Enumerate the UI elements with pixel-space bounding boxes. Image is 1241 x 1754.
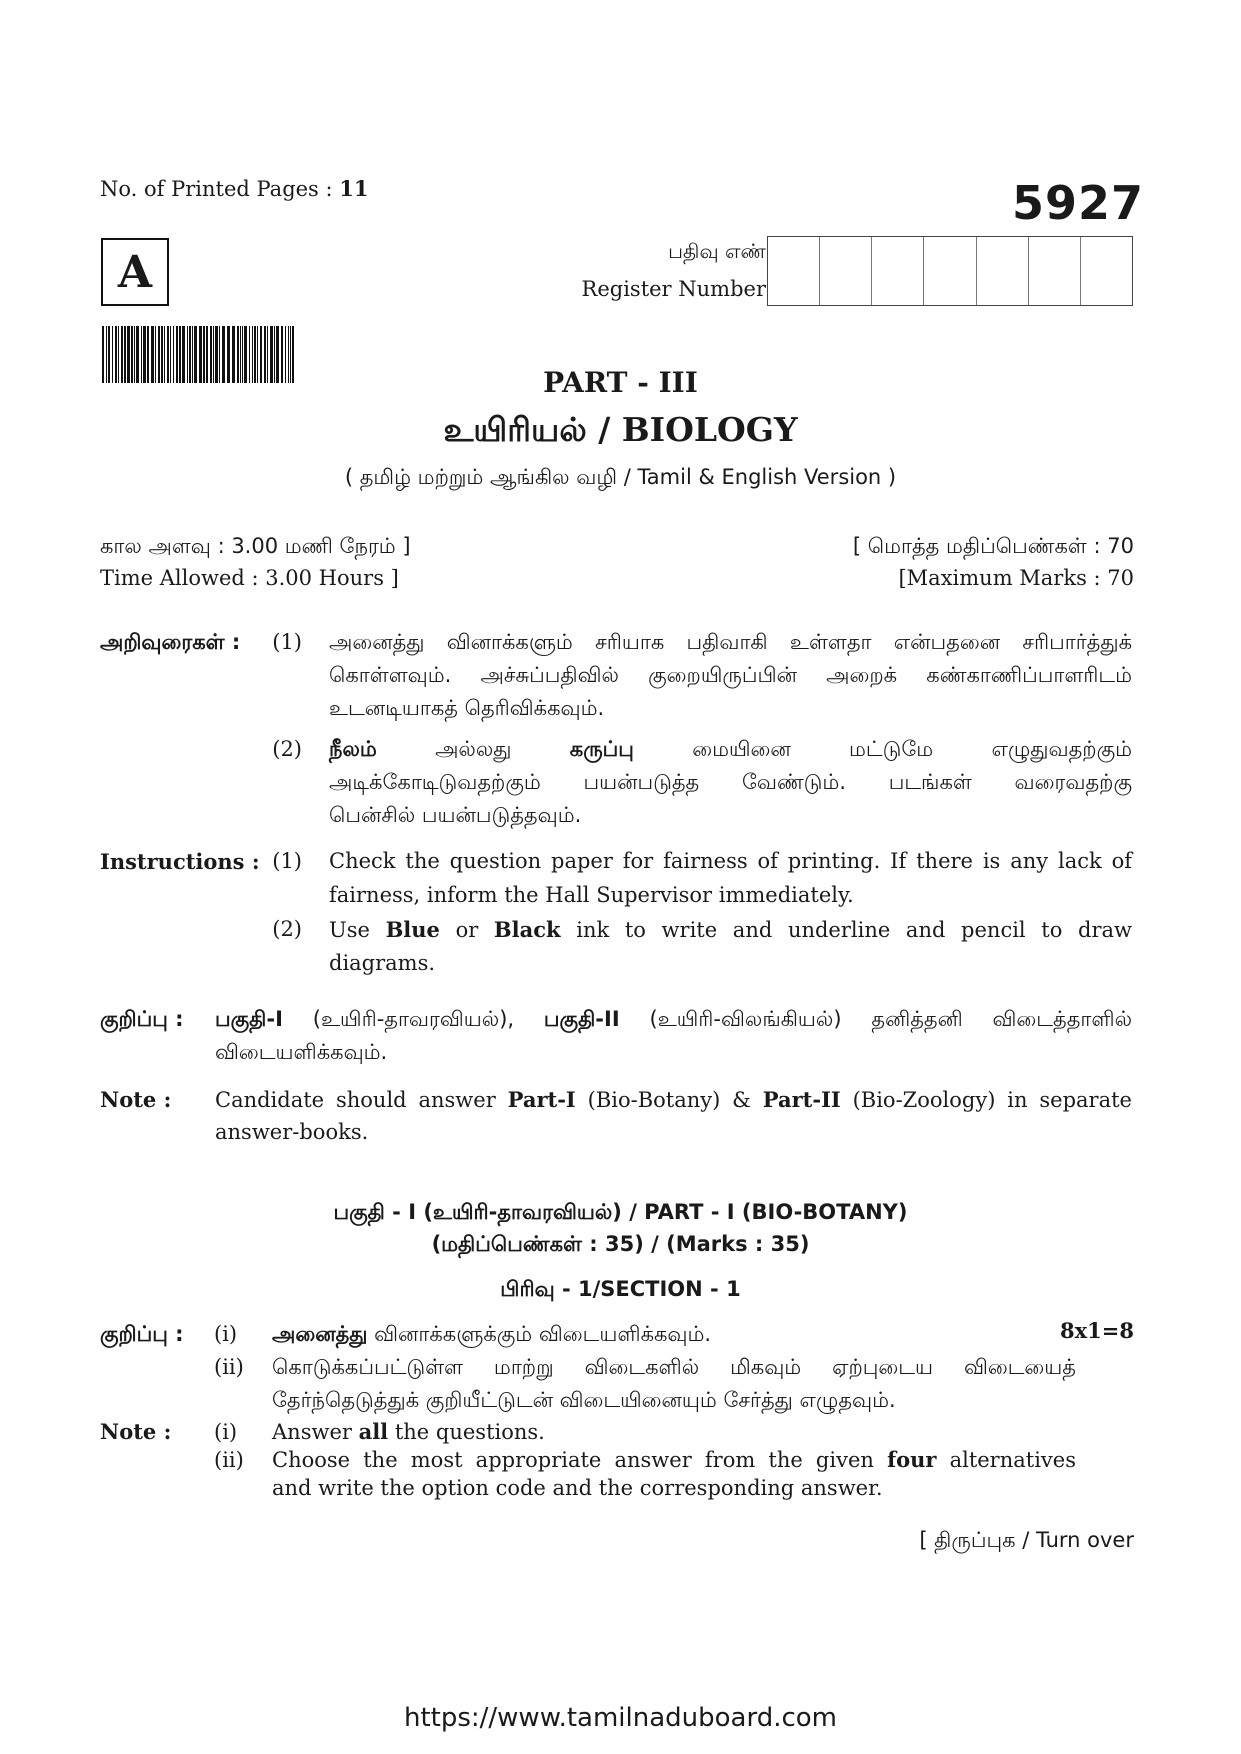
section-note-text [272,1446,1076,1474]
instruction-text: பென்சில் பயன்படுத்தவும். [329,803,582,827]
register-number-boxes[interactable] [767,236,1133,306]
note-fragment: பகுதி- [215,1007,276,1031]
note-fragment: (Bio-Zoology) in separate [840,1088,1132,1112]
note-fragment: (உயிரி-தாவரவியல்), [282,1007,544,1031]
register-digit-box[interactable] [977,237,1029,305]
section-marks-calculation: 8x1=8 [1060,1318,1134,1343]
instruction-number: (1) [272,849,302,873]
printed-pages-value: 11 [339,176,369,201]
note-fragment: II [604,1007,620,1031]
register-digit-box[interactable] [924,237,976,305]
website-url[interactable]: https://www.tamilnaduboard.com [403,1703,838,1733]
note-fragment: (Bio-Botany) & [575,1088,763,1112]
section-note-text: and write the option code and the corresponding answer. [272,1476,883,1500]
register-digit-box[interactable] [1081,237,1132,305]
subject-title [0,410,1241,454]
instruction-fragment: or [439,918,494,942]
section-note-tamil-label: குறிப்பு : [100,1322,184,1346]
register-digit-box[interactable] [1029,237,1081,305]
instruction-text: diagrams. [329,951,436,975]
part-title: PART - III [543,366,698,399]
section-marks-heading: (மதிப்பெண்கள் : 35) / (Marks : 35) [431,1232,810,1256]
instruction-text [329,733,1132,766]
instruction-text: அடிக்கோடிடுவதற்கும் பயன்படுத்த வேண்டும். படங்கள் வரைவதற்கு [329,770,1132,794]
maximum-marks-english: [Maximum Marks : 70 [898,566,1134,590]
note-fragment: பகுதி- [543,1007,605,1031]
instruction-fragment: மையினை மட்டுமே எழுதுவதற்கும் [633,737,1133,761]
subject-title-tamil: உயிரியல் / [443,410,622,449]
note-tamil-text: விடையளிக்கவும். [215,1040,388,1064]
black-word: கருப்பு [569,737,634,761]
time-allowed-english: Time Allowed : 3.00 Hours ] [100,566,399,590]
note-english-label: Note : [100,1087,172,1112]
note-fragment: Candidate should answer [215,1088,508,1112]
note-english-text [215,1083,1132,1117]
section-note-text: தேர்ந்தெடுத்துக் குறியீட்டுடன் விடையினையும் சேர்த்து எழுதவும். [272,1388,896,1412]
instruction-text: கொள்ளவும். அச்சுப்பதிவில் குறையிருப்பின் அறைக் கண்காணிப்பாளரிடம் [329,663,1132,687]
section-note-text [272,1418,545,1446]
instruction-fragment: ink to write and underline and pencil to draw [560,918,1132,942]
instruction-text [329,913,1132,947]
instruction-text: அனைத்து வினாக்களும் சரியாக பதிவாகி உள்ளதா என்பதனை சரிபார்த்துக் [329,630,1132,654]
instructions-tamil-label: அறிவுரைகள் : [100,630,241,654]
blue-word: Blue [385,917,440,942]
instruction-number: (2) [272,917,302,941]
time-allowed-tamil: கால அளவு : 3.00 மணி நேரம் ] [100,534,411,558]
note-fragment: all [358,1419,389,1444]
note-fragment: Part-I [507,1087,576,1112]
note-fragment: four [887,1447,937,1472]
black-word: Black [493,917,561,942]
register-digit-box[interactable] [768,237,820,305]
note-fragment: the questions. [388,1420,545,1444]
printed-pages-line [100,176,369,201]
register-digit-box[interactable] [872,237,924,305]
note-fragment: Answer [272,1420,359,1444]
maximum-marks-tamil: [ மொத்த மதிப்பெண்கள் : 70 [852,534,1134,558]
note-tamil-label: குறிப்பு : [100,1007,184,1031]
section-note-number: (ii) [214,1448,244,1472]
instruction-number: (2) [272,737,302,761]
instruction-text: fairness, inform the Hall Supervisor immediately. [329,883,854,907]
printed-pages-label: No. of Printed Pages : [100,177,340,201]
turn-over-label: [ திருப்புக / Turn over [919,1528,1134,1552]
section-note-number: (i) [214,1420,238,1444]
note-fragment: Part-II [762,1087,841,1112]
medium-version: ( தமிழ் மற்றும் ஆங்கில வழி / Tamil & English Version ) [344,465,897,489]
blue-word: நீலம் [329,737,377,761]
instruction-fragment: அல்லது [376,737,570,761]
subject-title-english: BIOLOGY [621,410,798,449]
instruction-text: உடனடியாகத் தெரிவிக்கவும். [329,696,605,720]
note-fragment: (உயிரி-விலங்கியல்) தனித்தனி விடைத்தாளில் [619,1007,1132,1031]
paper-code: 5927 [1011,176,1144,230]
section-note-english-label: Note : [100,1419,172,1444]
note-english-text: answer-books. [215,1120,369,1144]
instruction-text: Check the question paper for fairness of printing. If there is any lack of [329,849,1132,873]
section-note-number: (ii) [214,1355,244,1379]
instruction-fragment: Use [329,918,386,942]
register-label-english: Register Number [581,277,766,301]
instructions-english-label: Instructions : [100,849,260,874]
section-note-text [272,1318,711,1351]
register-label-tamil: பதிவு எண் [668,239,766,263]
section-number-heading: பிரிவு - 1/SECTION - 1 [500,1277,741,1301]
note-fragment: வினாக்களுக்கும் விடையளிக்கவும். [367,1322,712,1346]
note-fragment: அனைத்து [272,1322,368,1346]
version-letter-box: A [101,238,169,306]
note-fragment: Choose the most appropriate answer from the given [272,1448,888,1472]
note-fragment: alternatives [936,1448,1076,1472]
register-digit-box[interactable] [820,237,872,305]
section-part-heading: பகுதி - I (உயிரி-தாவரவியல்) / PART - I (BIO-BOTANY) [333,1200,908,1224]
section-note-text: கொடுக்கப்பட்டுள்ள மாற்று விடைகளில் மிகவும் ஏற்புடைய விடையைத் [272,1355,1076,1379]
instruction-number: (1) [272,630,302,654]
note-tamil-text [215,1003,1132,1036]
section-note-number: (i) [214,1322,238,1346]
note-fragment: I [275,1007,283,1031]
